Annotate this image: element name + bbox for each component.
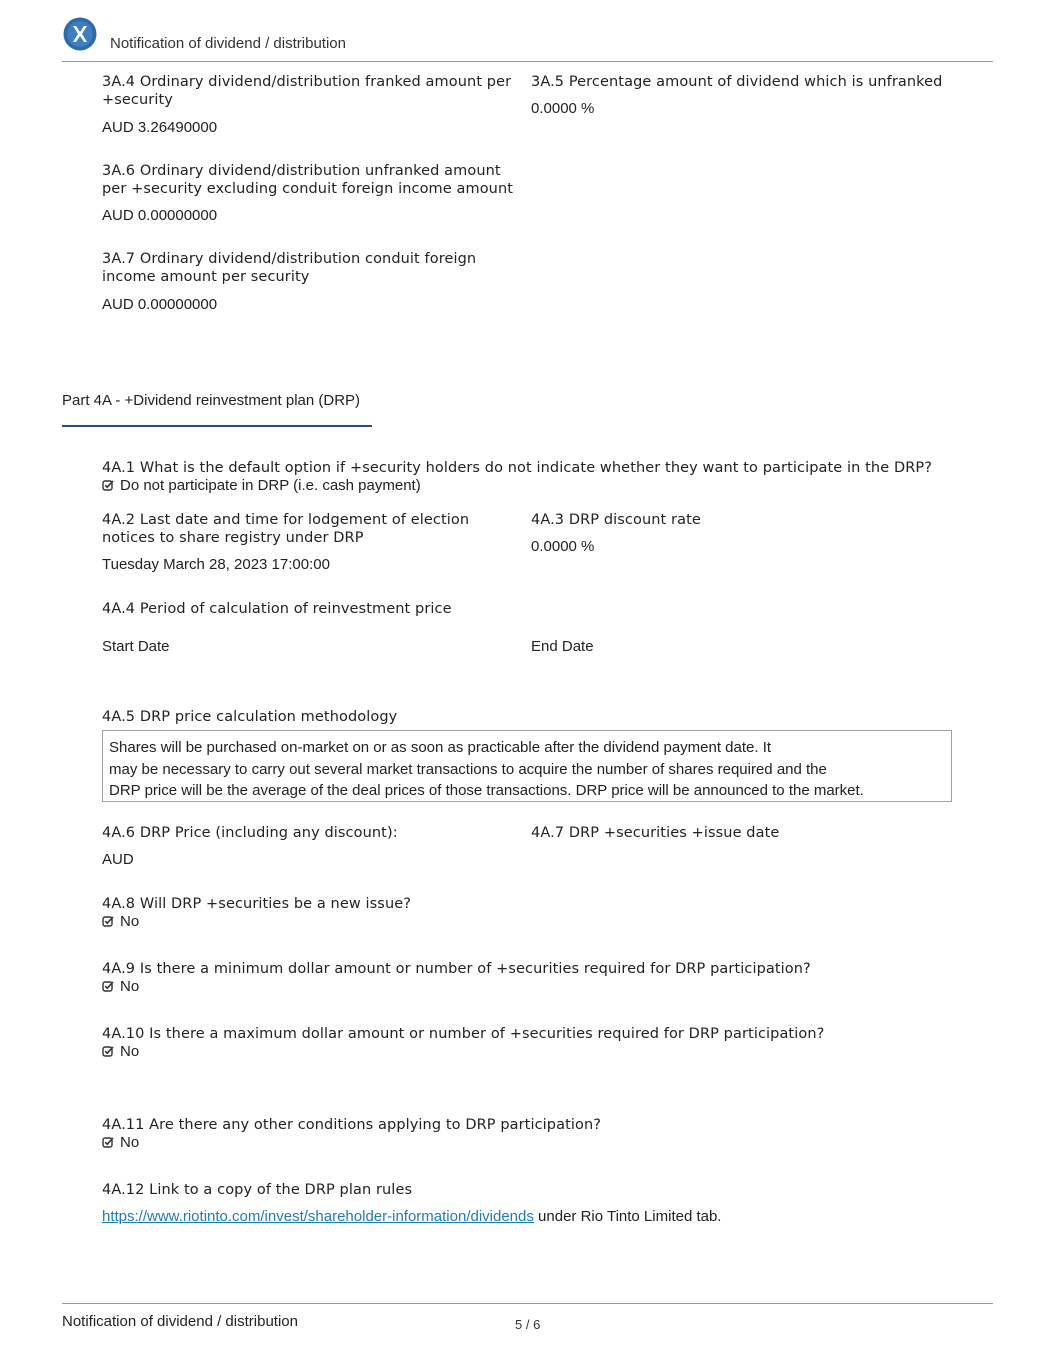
q4a6-label: 4A.6 DRP Price (including any discount):	[102, 825, 398, 841]
q4a8-label: 4A.8 Will DRP +securities be a new issue?	[102, 896, 412, 912]
header-title: Notification of dividend / distribution	[110, 35, 346, 52]
q3a7-label: 3A.7 Ordinary dividend/distribution conduit foreign income amount per security	[102, 251, 477, 285]
checkbox-checked-icon	[102, 1136, 114, 1148]
q4a4-start-date-label: Start Date	[102, 638, 170, 655]
q4a6-value: AUD	[102, 851, 134, 868]
checkbox-checked-icon	[102, 980, 114, 992]
footer-title: Notification of dividend / distribution	[62, 1313, 298, 1330]
section-title-part4a: Part 4A - +Dividend reinvestment plan (DRP)	[62, 392, 361, 409]
q4a1-label: 4A.1 What is the default option if +security holders do not indicate whether they want to participate in the DRP?	[102, 460, 933, 476]
q4a12-value	[102, 1208, 721, 1226]
header-divider	[62, 61, 993, 62]
q4a10-label: 4A.10 Is there a maximum dollar amount or number of +securities required for DRP participation?	[102, 1026, 825, 1042]
page-number: 5 / 6	[515, 1317, 541, 1332]
q4a2-label: 4A.2 Last date and time for lodgement of election notices to share registry under DRP	[102, 512, 470, 546]
q4a12-label: 4A.12 Link to a copy of the DRP plan rules	[102, 1182, 413, 1198]
q3a5-value: 0.0000 %	[531, 100, 595, 117]
q4a4-label: 4A.4 Period of calculation of reinvestment price	[102, 601, 452, 617]
footer-divider	[62, 1303, 993, 1304]
methodology-line: may be necessary to carry out several market transactions to acquire the number of shares required and the	[109, 760, 827, 778]
checkbox-checked-icon	[102, 479, 114, 491]
q4a11-answer: No	[102, 1134, 139, 1152]
checkbox-checked-icon	[102, 1045, 114, 1057]
q3a4-value: AUD 3.26490000	[102, 119, 218, 136]
q4a3-value: 0.0000 %	[531, 538, 595, 555]
q4a2-value: Tuesday March 28, 2023 17:00:00	[102, 556, 330, 573]
q4a1-answer: Do not participate in DRP (i.e. cash payment)	[102, 477, 421, 495]
methodology-line: DRP price will be the average of the deal prices of those transactions. DRP price will be announced to the market.	[109, 782, 864, 799]
q4a11-label: 4A.11 Are there any other conditions applying to DRP participation?	[102, 1117, 602, 1133]
q3a7-value: AUD 0.00000000	[102, 296, 218, 313]
link-suffix: under Rio Tinto Limited tab.	[533, 1208, 722, 1225]
methodology-line: Shares will be purchased on-market on or as soon as practicable after the dividend payment date. It	[109, 739, 772, 756]
q3a5-label: 3A.5 Percentage amount of dividend which is unfranked	[531, 74, 943, 90]
q4a9-answer: No	[102, 978, 139, 996]
q4a4-end-date-label: End Date	[531, 638, 594, 655]
q4a7-label: 4A.7 DRP +securities +issue date	[531, 825, 780, 841]
q4a8-answer: No	[102, 913, 139, 931]
q4a9-label: 4A.9 Is there a minimum dollar amount or number of +securities required for DRP participation?	[102, 961, 811, 977]
checkbox-checked-icon	[102, 915, 114, 927]
asx-logo-icon	[63, 17, 97, 51]
q4a5-methodology-box	[102, 730, 952, 802]
q3a6-value: AUD 0.00000000	[102, 207, 218, 224]
q4a3-label: 4A.3 DRP discount rate	[531, 512, 701, 528]
q3a4-label: 3A.4 Ordinary dividend/distribution franked amount per +security	[102, 74, 512, 108]
q3a6-label: 3A.6 Ordinary dividend/distribution unfranked amount per +security excluding conduit foreign income amount	[102, 163, 514, 197]
section-underline	[62, 425, 372, 427]
q4a5-label: 4A.5 DRP price calculation methodology	[102, 709, 398, 725]
drp-rules-link[interactable]: https://www.riotinto.com/invest/shareholder-information/dividends	[102, 1208, 534, 1225]
q4a10-answer: No	[102, 1043, 139, 1061]
